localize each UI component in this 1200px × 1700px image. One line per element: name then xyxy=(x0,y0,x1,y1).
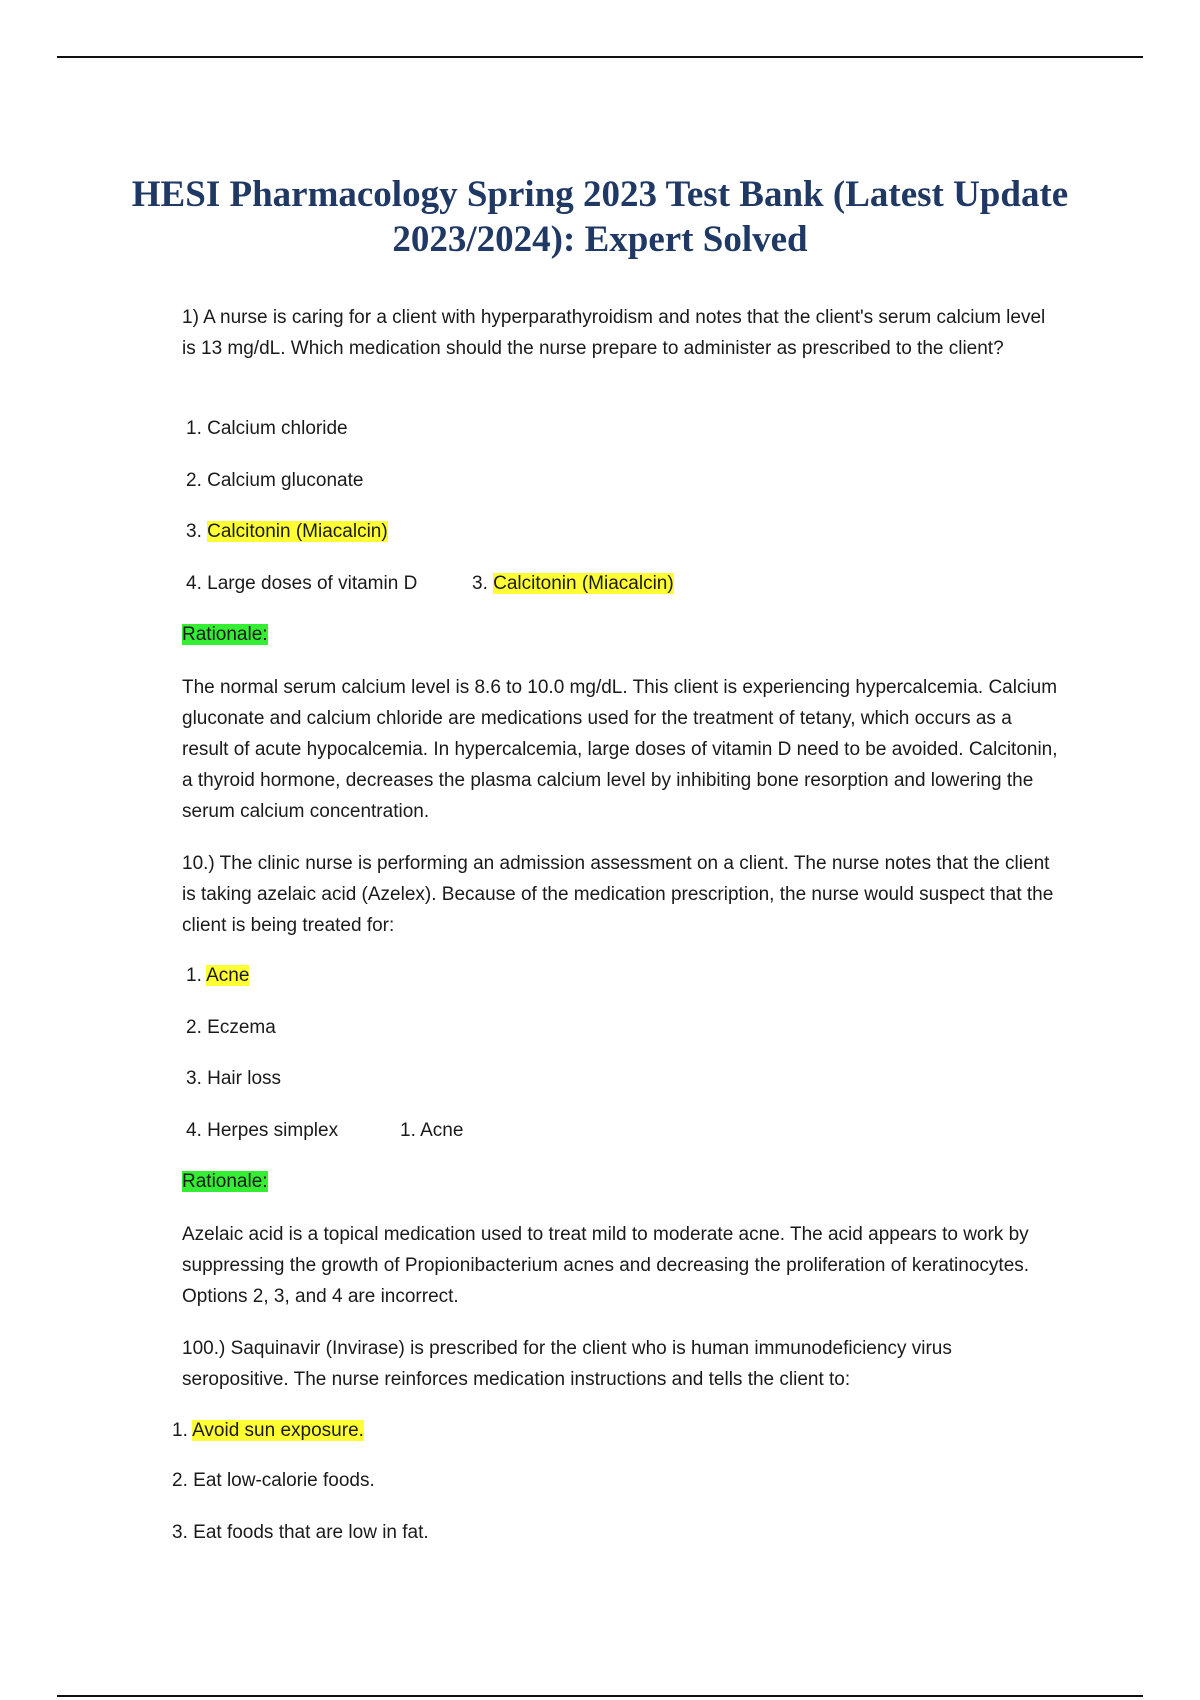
q100-correct-highlight: Avoid sun exposure. xyxy=(192,1420,364,1441)
q10-rationale-label: Rationale: xyxy=(182,1171,268,1192)
document-title: HESI Pharmacology Spring 2023 Test Bank (Latest Update 2023/2024): Expert Solved xyxy=(131,174,1069,260)
q1-option-1: 1. Calcium chloride xyxy=(186,418,348,439)
q1-correct-highlight: Calcitonin (Miacalcin) xyxy=(207,521,388,542)
q100-option-2: 2. Eat low-calorie foods. xyxy=(172,1470,375,1491)
q1-rationale: The normal serum calcium level is 8.6 to 10.0 mg/dL. This client is experiencing hypercalcemia. Calcium gluconate and calcium chloride are medications used for the treatment of tetany, which occurs as a result of acute hypocalcemia. In hypercalcemia, large doses of vitamin D need to be avoided. Calcitonin, a thyroid hormone, decreases the plasma calcium level by inhibiting bone resorption and lowering the serum calcium concentration. xyxy=(182,677,1058,822)
question-10-stem: 10.) The clinic nurse is performing an admission assessment on a client. The nurse notes that the client is taking azelaic acid (Azelex). Because of the medication prescription, the nurse would suspect that the client is being treated for: xyxy=(182,853,1054,936)
q10-option-3: 3. Hair loss xyxy=(186,1068,282,1089)
q100-option-1: 1. Avoid sun exposure. xyxy=(172,1420,364,1441)
q10-correct-highlight: Acne xyxy=(206,965,250,986)
q100-option-3: 3. Eat foods that are low in fat. xyxy=(172,1522,429,1543)
q1-rationale-label: Rationale: xyxy=(182,624,268,645)
q10-option-4: 4. Herpes simplex xyxy=(186,1120,339,1141)
question-100-stem: 100.) Saquinavir (Invirase) is prescribed for the client who is human immunodeficiency virus seropositive. The nurse reinforces medication instructions and tells the client to: xyxy=(182,1338,952,1390)
q1-option-3: 3. Calcitonin (Miacalcin) xyxy=(186,521,388,542)
q1-option-2: 2. Calcium gluconate xyxy=(186,470,364,491)
q10-rationale: Azelaic acid is a topical medication used to treat mild to moderate acne. The acid appears to work by suppressing the growth of Propionibacterium acnes and decreasing the proliferation of keratinocytes. Options 2, 3, and 4 are incorrect. xyxy=(182,1224,1030,1307)
q1-option-4: 4. Large doses of vitamin D xyxy=(186,573,418,594)
question-1-stem: 1) A nurse is caring for a client with hyperparathyroidism and notes that the client's serum calcium level is 13 mg/dL. Which medication should the nurse prepare to administer as prescribed to the client? xyxy=(182,307,1046,359)
bottom-rule xyxy=(57,1695,1143,1697)
q10-option-1: 1. Acne xyxy=(186,965,250,986)
q10-answer: 1. Acne xyxy=(400,1120,464,1141)
q10-option-2: 2. Eczema xyxy=(186,1017,276,1038)
top-rule xyxy=(57,56,1143,58)
q1-answer: 3. Calcitonin (Miacalcin) xyxy=(472,573,674,594)
